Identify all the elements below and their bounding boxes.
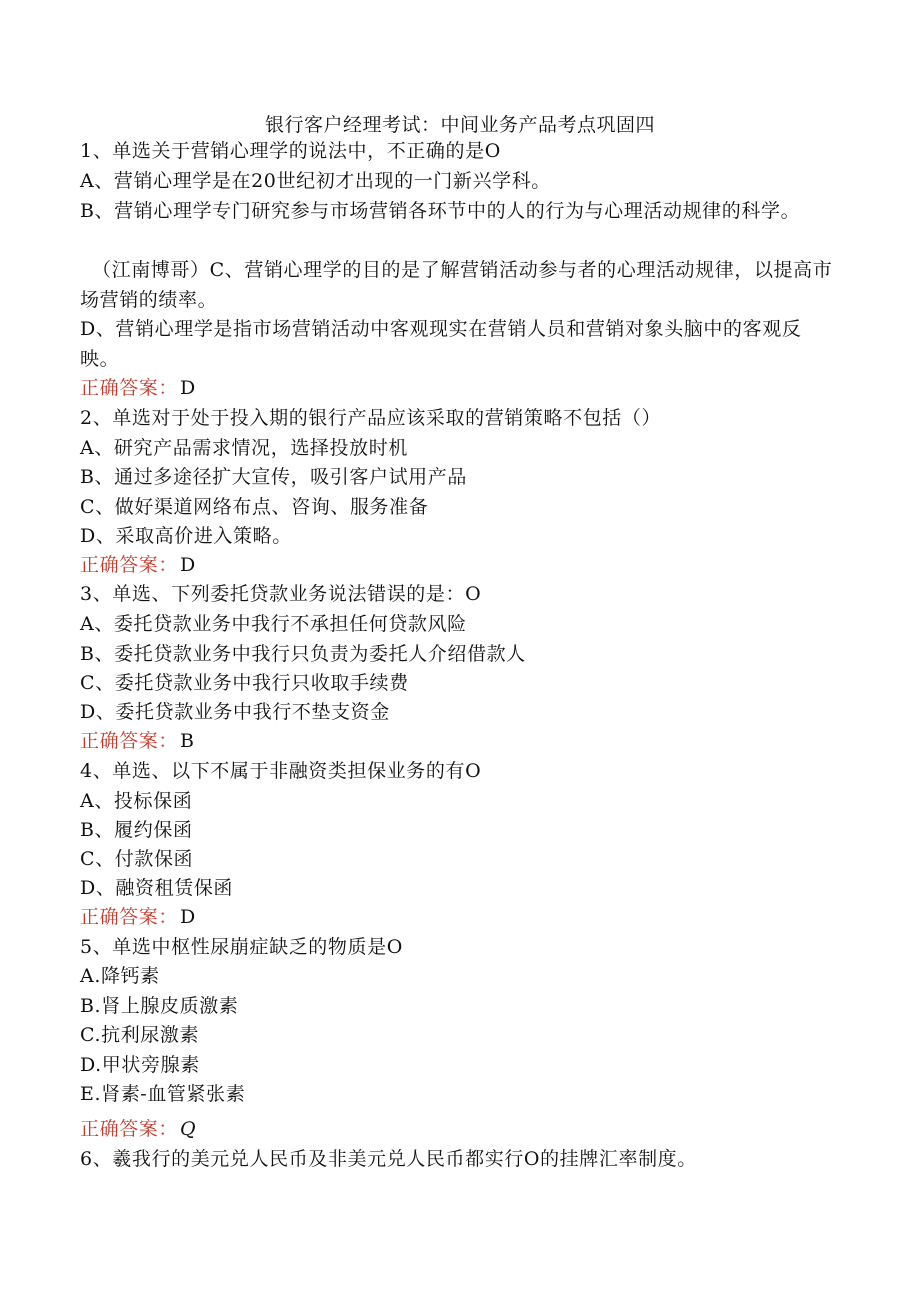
question-5-option-c: C.抗利尿激素 bbox=[80, 1024, 200, 1046]
question-5-option-e: E.肾素-血管紧张素 bbox=[80, 1083, 246, 1105]
question-1-option-b: B、营销心理学专门研究参与市场营销各环节中的人的行为与心理活动规律的科学。 bbox=[80, 200, 801, 222]
question-3-option-c: C、委托贷款业务中我行只收取手续费 bbox=[80, 672, 409, 694]
question-4-option-d: D、融资租赁保函 bbox=[80, 877, 234, 899]
answer-value: D bbox=[180, 554, 196, 576]
question-4-option-c: C、付款保函 bbox=[80, 848, 194, 870]
answer-value: D bbox=[180, 906, 196, 928]
question-1-option-c: （江南博哥）C、营销心理学的目的是了解营销活动参与者的心理活动规律，以提高市场营销的绩率。 bbox=[80, 259, 833, 311]
question-3-answer bbox=[80, 727, 840, 757]
question-3-option-a: A、委托贷款业务中我行不承担任何贷款风险 bbox=[80, 613, 467, 635]
page-title: 银行客户经理考试：中间业务产品考点巩固四 bbox=[264, 114, 655, 136]
question-3-option-d: D、委托贷款业务中我行不垫支资金 bbox=[80, 701, 390, 723]
question-1-answer bbox=[80, 374, 840, 404]
question-4-option-a: A、投标保函 bbox=[80, 790, 193, 812]
question-1-option-d: D、营销心理学是指市场营销活动中客观现实在营销人员和营销对象头脑中的客观反映。 bbox=[80, 318, 802, 370]
answer-label: 正确答案： bbox=[80, 730, 179, 752]
question-5-stem: 5、单选中枢性尿崩症缺乏的物质是O bbox=[80, 936, 403, 958]
question-1-stem: 1、单选关于营销心理学的说法中，不正确的是O bbox=[80, 140, 501, 162]
question-2-option-a: A、研究产品需求情况，选择投放时机 bbox=[80, 437, 408, 459]
question-5-answer bbox=[80, 1115, 840, 1145]
answer-label: 正确答案： bbox=[80, 554, 179, 576]
question-1-option-a: A、营销心理学是在20世纪初才出现的一门新兴学科。 bbox=[80, 170, 551, 192]
question-5-option-d: D.甲状旁腺素 bbox=[80, 1054, 200, 1076]
question-6-stem: 6、羲我行的美元兑人民币及非美元兑人民币都实行O的挂牌汇率制度。 bbox=[80, 1148, 697, 1170]
question-3-option-b: B、委托贷款业务中我行只负责为委托人介绍借款人 bbox=[80, 643, 526, 665]
question-3-stem: 3、单选、下列委托贷款业务说法错误的是：O bbox=[80, 583, 482, 605]
question-2-option-c: C、做好渠道网络布点、咨询、服务准备 bbox=[80, 496, 429, 518]
question-5-option-a: A.降钙素 bbox=[80, 965, 160, 987]
question-2-answer bbox=[80, 551, 840, 581]
question-4-stem: 4、单选、以下不属于非融资类担保业务的有O bbox=[80, 760, 482, 782]
answer-label: 正确答案： bbox=[80, 1118, 179, 1140]
answer-label: 正确答案： bbox=[80, 906, 179, 928]
answer-value: D bbox=[180, 377, 196, 399]
question-2-option-d: D、采取高价进入策略。 bbox=[80, 525, 292, 547]
question-2-option-b: B、通过多途径扩大宣传，吸引客户试用产品 bbox=[80, 466, 467, 488]
answer-value: Q bbox=[180, 1118, 197, 1140]
answer-value: B bbox=[180, 730, 195, 752]
question-5-option-b: B.肾上腺皮质激素 bbox=[80, 995, 239, 1017]
question-4-option-b: B、履约保函 bbox=[80, 819, 193, 841]
question-2-stem: 2、单选对于处于投入期的银行产品应该采取的营销策略不包括（） bbox=[80, 407, 662, 429]
question-4-answer bbox=[80, 903, 840, 933]
answer-label: 正确答案： bbox=[80, 377, 179, 399]
